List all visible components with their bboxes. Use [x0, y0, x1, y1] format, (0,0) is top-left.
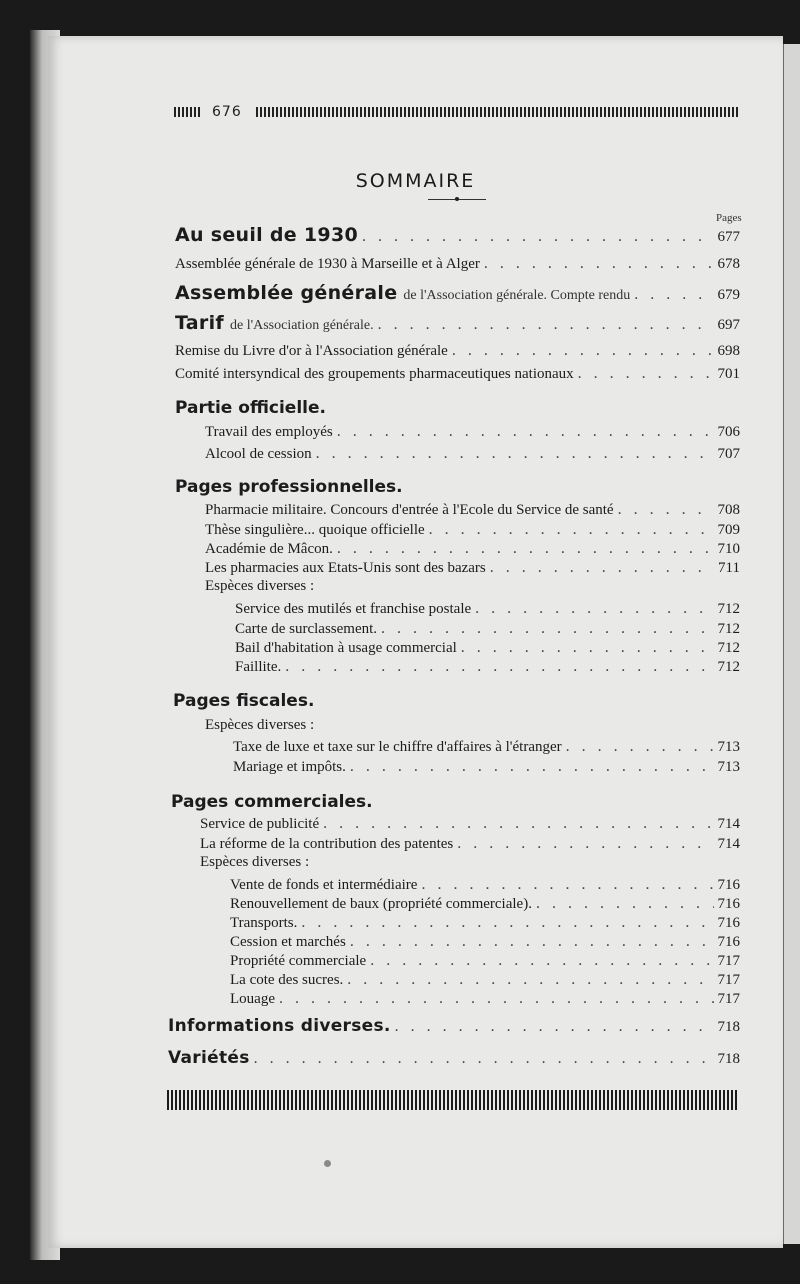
toc-entry-page: 678: [717, 256, 740, 272]
table-of-contents: [48, 36, 783, 1248]
leader-dots: [323, 815, 713, 833]
toc-entry[interactable]: [175, 282, 740, 304]
toc-entry-suffix: de l'Association générale. Compte rendu: [403, 288, 631, 303]
subsection-label: Espèces diverses :: [200, 854, 310, 870]
toc-entry[interactable]: [205, 559, 740, 577]
toc-entry[interactable]: [175, 255, 740, 273]
toc-entry-label: Vente de fonds et intermédiaire: [230, 877, 418, 893]
section-heading: Pages commerciales.: [171, 792, 373, 812]
toc-entry-label: Thèse singulière... quoique officielle: [205, 522, 425, 538]
toc-entry[interactable]: [205, 521, 740, 539]
toc-entry-page: 716: [717, 915, 740, 931]
leader-dots: [347, 971, 713, 989]
toc-entry[interactable]: [205, 501, 740, 519]
toc-entry-page: 710: [717, 541, 740, 557]
toc-entry[interactable]: [235, 600, 740, 618]
toc-entry-page: 713: [717, 739, 740, 755]
toc-entry[interactable]: [230, 895, 740, 913]
section-heading: Pages professionnelles.: [175, 477, 403, 497]
toc-entry-page: 716: [717, 877, 740, 893]
toc-entry-page: 677: [717, 229, 740, 245]
toc-entry-label: Les pharmacies aux Etats-Unis sont des bazars: [205, 560, 486, 576]
toc-entry[interactable]: [235, 658, 740, 676]
leader-dots: [461, 639, 714, 657]
pages-column-label: Pages: [716, 212, 742, 224]
leader-dots: [634, 286, 713, 304]
toc-entry[interactable]: [235, 620, 740, 638]
toc-entry[interactable]: [175, 365, 740, 383]
subsection-label: Espèces diverses :: [205, 578, 315, 594]
toc-entry[interactable]: [200, 835, 740, 853]
toc-entry[interactable]: [230, 876, 740, 894]
toc-entry-page: 712: [717, 659, 740, 675]
toc-entry-label: Transports.: [230, 915, 298, 931]
toc-entry-page: 697: [717, 317, 740, 333]
toc-entry[interactable]: [230, 933, 740, 951]
toc-entry-label: Informations diverses.: [168, 1016, 391, 1036]
leader-dots: [429, 521, 714, 539]
leader-dots: [350, 758, 714, 776]
toc-entry-label: Assemblée générale: [175, 282, 398, 304]
toc-entry[interactable]: [230, 914, 740, 932]
toc-entry-page: 707: [717, 446, 740, 462]
toc-entry-label: Alcool de cession: [205, 446, 312, 462]
toc-entry-page: 712: [717, 601, 740, 617]
toc-entry-label: Tarif: [175, 312, 224, 334]
toc-entry-label: Pharmacie militaire. Concours d'entrée à l'Ecole du Service de santé: [205, 502, 614, 518]
toc-entry-page: 698: [717, 343, 740, 359]
toc-entry[interactable]: [235, 639, 740, 657]
toc-entry-label: Mariage et impôts.: [233, 759, 346, 775]
toc-entry[interactable]: [233, 738, 740, 756]
toc-entry-label: Carte de surclassement.: [235, 621, 378, 637]
toc-entry[interactable]: [168, 1016, 740, 1036]
toc-entry-label: Académie de Mâcon.: [205, 541, 333, 557]
toc-entry[interactable]: [205, 540, 740, 558]
section-heading: Partie officielle.: [175, 398, 326, 418]
leader-dots: [378, 316, 714, 334]
leader-dots: [337, 540, 714, 558]
toc-entry-page: 718: [717, 1051, 740, 1067]
leader-dots: [316, 445, 714, 463]
toc-entry-label: Au seuil de 1930: [175, 224, 358, 246]
toc-entry-page: 711: [718, 560, 740, 576]
toc-entry-label: Service des mutilés et franchise postale: [235, 601, 472, 617]
toc-entry-page: 714: [717, 836, 740, 852]
leader-dots: [279, 990, 714, 1008]
toc-entry-page: 713: [717, 759, 740, 775]
leader-dots: [381, 620, 713, 638]
leader-dots: [618, 501, 714, 519]
toc-entry-label: Bail d'habitation à usage commercial: [235, 640, 457, 656]
paper-speck: [324, 1160, 331, 1167]
toc-entry-page: 714: [717, 816, 740, 832]
toc-entry-page: 701: [717, 366, 740, 382]
leader-dots: [475, 600, 713, 618]
toc-entry-page: 716: [717, 896, 740, 912]
footer-ornament: [167, 1090, 737, 1110]
page-sheet: [48, 36, 783, 1248]
leader-dots: [484, 255, 714, 273]
leader-dots: [370, 952, 713, 970]
toc-entry-label: Variétés: [168, 1048, 250, 1068]
subsection-label: Espèces diverses :: [205, 717, 315, 733]
toc-entry[interactable]: [168, 1048, 740, 1068]
toc-entry-page: 708: [717, 502, 740, 518]
toc-entry-label: Faillite.: [235, 659, 282, 675]
toc-entry-label: Travail des employés: [205, 424, 333, 440]
leader-dots: [395, 1018, 714, 1036]
leader-dots: [301, 914, 713, 932]
leader-dots: [362, 228, 714, 246]
leader-dots: [490, 559, 714, 577]
leader-dots: [421, 876, 713, 894]
toc-entry[interactable]: [230, 952, 740, 970]
toc-entry[interactable]: [233, 758, 740, 776]
leader-dots: [536, 895, 714, 913]
toc-entry-suffix: de l'Association générale.: [229, 318, 374, 333]
toc-entry-label: Renouvellement de baux (propriété commerciale).: [230, 896, 532, 912]
leader-dots: [350, 933, 714, 951]
section-heading: Pages fiscales.: [173, 691, 315, 711]
toc-entry-label: Comité intersyndical des groupements pharmaceutiques nationaux: [175, 366, 574, 382]
adjacent-page-edge: [782, 44, 800, 1244]
toc-entry-label: Cession et marchés: [230, 934, 346, 950]
leader-dots: [566, 738, 714, 756]
toc-entry-label: Propriété commerciale: [230, 953, 367, 969]
toc-entry-page: 717: [717, 953, 740, 969]
toc-entry[interactable]: [175, 224, 740, 246]
toc-entry-page: 716: [717, 934, 740, 950]
leader-dots: [285, 658, 713, 676]
toc-entry[interactable]: [175, 312, 740, 334]
toc-entry-page: 706: [717, 424, 740, 440]
toc-entry-label: La cote des sucres.: [230, 972, 344, 988]
toc-entry-page: 718: [717, 1019, 740, 1035]
toc-entry-page: 717: [717, 972, 740, 988]
leader-dots: [337, 423, 714, 441]
leader-dots: [254, 1050, 714, 1068]
toc-entry-label: La réforme de la contribution des patentes: [200, 836, 454, 852]
toc-entry-label: Louage: [230, 991, 275, 1007]
toc-entry-page: 712: [717, 640, 740, 656]
toc-entry-page: 717: [717, 991, 740, 1007]
toc-entry-page: 712: [717, 621, 740, 637]
toc-entry[interactable]: [205, 423, 740, 441]
leader-dots: [452, 342, 714, 360]
toc-entry-label: Taxe de luxe et taxe sur le chiffre d'affaires à l'étranger: [233, 739, 562, 755]
toc-entry-page: 709: [717, 522, 740, 538]
toc-entry-label: Remise du Livre d'or à l'Association générale: [175, 343, 448, 359]
leader-dots: [457, 835, 713, 853]
toc-entry[interactable]: [205, 445, 740, 463]
toc-entry-label: Service de publicité: [200, 816, 320, 832]
toc-entry[interactable]: [175, 342, 740, 360]
toc-entry[interactable]: [230, 990, 740, 1008]
page-title: SOMMAIRE: [355, 170, 476, 192]
toc-entry[interactable]: [200, 815, 740, 833]
leader-dots: [578, 365, 714, 383]
toc-entry[interactable]: [230, 971, 740, 989]
toc-entry-label: Assemblée générale de 1930 à Marseille et à Alger: [175, 256, 480, 272]
header-page-number: 676: [212, 104, 242, 120]
toc-entry-page: 679: [717, 287, 740, 303]
